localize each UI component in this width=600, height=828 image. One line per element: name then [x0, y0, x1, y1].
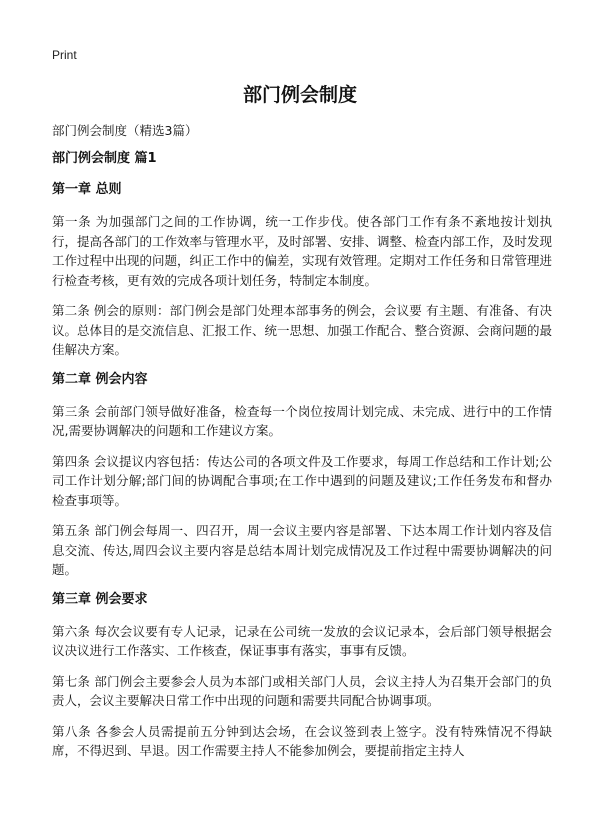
article-paragraph: 第八条 各参会人员需提前五分钟到达会场，在会议签到表上签字。没有特殊情况不得缺席，不得迟到、早退。因工作需要主持人不能参加例会，要提前指定主持人 [52, 723, 552, 758]
article-paragraph: 第五条 部门例会每周一、四召开，周一会议主要内容是部署、下达本周工作计划内容及信息交流、传达,周四会议主要内容是总结本周计划完成情况及工作过程中需要协调解决的问题。 [52, 523, 552, 577]
chapter-heading: 第一章 总则 [52, 182, 122, 197]
article-paragraph: 第六条 每次会议要有专人记录，记录在公司统一发放的会议记录本，会后部门领导根据会议决议进行工作落实、工作核查，保证事事有落实，事事有反馈。 [52, 623, 552, 658]
article-paragraph: 第三条 会前部门领导做好准备，检查每一个岗位按周计划完成、未完成、进行中的工作情况,需要协调解决的问题和工作建议方案。 [52, 403, 552, 438]
article-paragraph: 第一条 为加强部门之间的工作协调，统一工作步伐。使各部门工作有条不紊地按计划执行，提高各部门的工作效率与管理水平，及时部署、安排、调整、检查内部工作，及时发现工作过程中出现的问题，纠正工作中的偏差，实现有效管理。定期对工作任务和日常管理进行检查考核，更有效的完成各项计划任务，特制定本制度。 [52, 214, 553, 288]
section-heading: 部门例会制度 篇1 [52, 151, 157, 166]
chapter-heading: 第二章 例会内容 [52, 371, 148, 387]
article-paragraph: 第四条 会议提议内容包括：传达公司的各项文件及工作要求，每周工作总结和工作计划;公司工作计划分解;部门间的协调配合事项;在工作中遇到的问题及建议;工作任务发布和督办检查事项等。 [52, 453, 552, 508]
print-label[interactable]: Print [52, 48, 77, 62]
document-subtitle: 部门例会制度（精选3篇） [52, 123, 198, 138]
page-title: 部门例会制度 [242, 84, 357, 106]
chapter-heading: 第三章 例会要求 [52, 591, 148, 607]
article-paragraph: 第二条 例会的原则：部门例会是部门处理本部事务的例会，会议要 有主题、有准备、有决议。总体目的是交流信息、汇报工作、统一思想、加强工作配合、整合资源、会商问题的最佳解决方案。 [52, 303, 553, 357]
article-paragraph: 第七条 部门例会主要参会人员为本部门或相关部门人员，会议主持人为召集开会部门的负责人，会议主要解决日常工作中出现的问题和需要共同配合协调事项。 [52, 673, 552, 708]
document-body [52, 150, 552, 772]
